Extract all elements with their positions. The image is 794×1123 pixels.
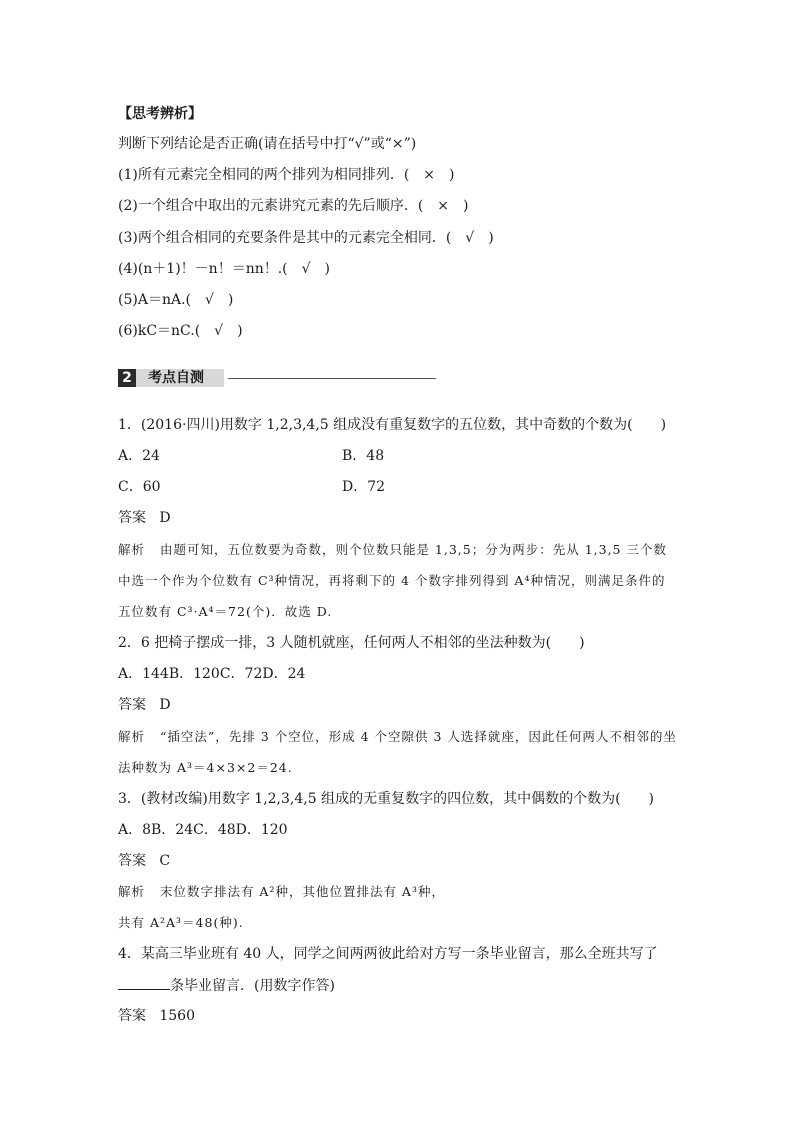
q3-stem: 3．(教材改编)用数字 1,2,3,4,5 组成的无重复数字的四位数，其中偶数的个数为( ) (118, 791, 654, 807)
thinking-prompt: 判断下列结论是否正确(请在括号中打“√”或“×”) (118, 136, 417, 152)
q1-option-b: B．48 (342, 448, 385, 464)
q3-analysis-2: 共有 A²A³＝48(种). (118, 915, 244, 930)
q4-answer-value: 1560 (159, 1008, 195, 1024)
thinking-item-4: (4)(n＋1)！－n！＝nn！.( √ ) (118, 261, 331, 277)
q1-options-row2 (118, 477, 386, 497)
q4-stem-suffix: 条毕业留言．(用数字作答) (170, 978, 335, 994)
q3-options: A．8B．24C．48D．120 (118, 822, 288, 838)
q1-stem: 1．(2016·四川)用数字 1,2,3,4,5 组成没有重复数字的五位数，其中奇数的个数为( ) (118, 417, 667, 433)
q4-stem-line2 (118, 975, 335, 996)
fill-in-blank[interactable] (118, 975, 170, 990)
q1-analysis-text-1: 由题可知，五位数要为奇数，则个位数只能是 1,3,5；分为两步：先从 1,3,5 三个数 (159, 542, 667, 557)
thinking-item-2: (2)一个组合中取出的元素讲究元素的先后顺序．( × ) (118, 198, 469, 214)
analysis-label: 解析 (118, 729, 146, 744)
answer-label: 答案 (118, 853, 146, 869)
q2-options: A．144B．120C．72D．24 (118, 666, 306, 682)
q1-analysis-3: 五位数有 C³·A⁴＝72(个)．故选 D. (118, 604, 333, 619)
q2-analysis-text-1: “插空法”，先排 3 个空位，形成 4 个空隙供 3 人选择就座，因此任何两人不相邻的坐 (159, 729, 677, 744)
section-title: 考点自测 (148, 370, 204, 386)
q3-analysis-text-1: 末位数字排法有 A²种，其他位置排法有 A³种， (159, 884, 445, 899)
thinking-heading: 【思考辨析】 (118, 106, 202, 122)
thinking-item-1: (1)所有元素完全相同的两个排列为相同排列．( × ) (118, 167, 455, 183)
answer-label: 答案 (118, 510, 146, 526)
q2-answer-value: D (159, 697, 171, 713)
answer-label: 答案 (118, 697, 146, 713)
thinking-item-3: (3)两个组合相同的充要条件是其中的元素完全相同．( √ ) (118, 230, 494, 246)
q1-answer (118, 508, 171, 528)
q4-stem-line1: 4．某高三毕业班有 40 人，同学之间两两彼此给对方写一条毕业留言，那么全班共写了 (118, 946, 658, 962)
q2-answer (118, 695, 171, 715)
section-divider (228, 378, 436, 379)
q3-answer (118, 851, 170, 871)
analysis-label: 解析 (118, 884, 146, 899)
thinking-item-6: (6)kC＝nC.( √ ) (118, 323, 243, 339)
analysis-label: 解析 (118, 542, 146, 557)
q1-analysis-1 (118, 540, 667, 560)
q2-stem: 2．6 把椅子摆成一排，3 人随机就座，任何两人不相邻的坐法种数为( ) (118, 635, 585, 651)
q1-analysis-2: 中选一个作为个位数有 C³种情况，再将剩下的 4 个数字排列得到 A⁴种情况，则满足条件的 (118, 573, 666, 588)
q2-analysis-1 (118, 727, 677, 747)
q1-option-c: C．60 (118, 479, 161, 495)
q1-answer-value: D (159, 510, 171, 526)
q2-analysis-2: 法种数为 A³＝4×3×2＝24. (118, 760, 293, 775)
q1-option-d: D．72 (342, 479, 386, 495)
q1-options-row1 (118, 446, 385, 466)
q3-analysis-1 (118, 882, 445, 902)
q1-option-a: A．24 (118, 448, 160, 464)
section-number-badge: 2 (118, 369, 136, 387)
answer-label: 答案 (118, 1008, 146, 1024)
thinking-item-5: (5)A＝nA.( √ ) (118, 292, 234, 308)
q4-answer (118, 1006, 195, 1026)
q3-answer-value: C (159, 853, 171, 869)
